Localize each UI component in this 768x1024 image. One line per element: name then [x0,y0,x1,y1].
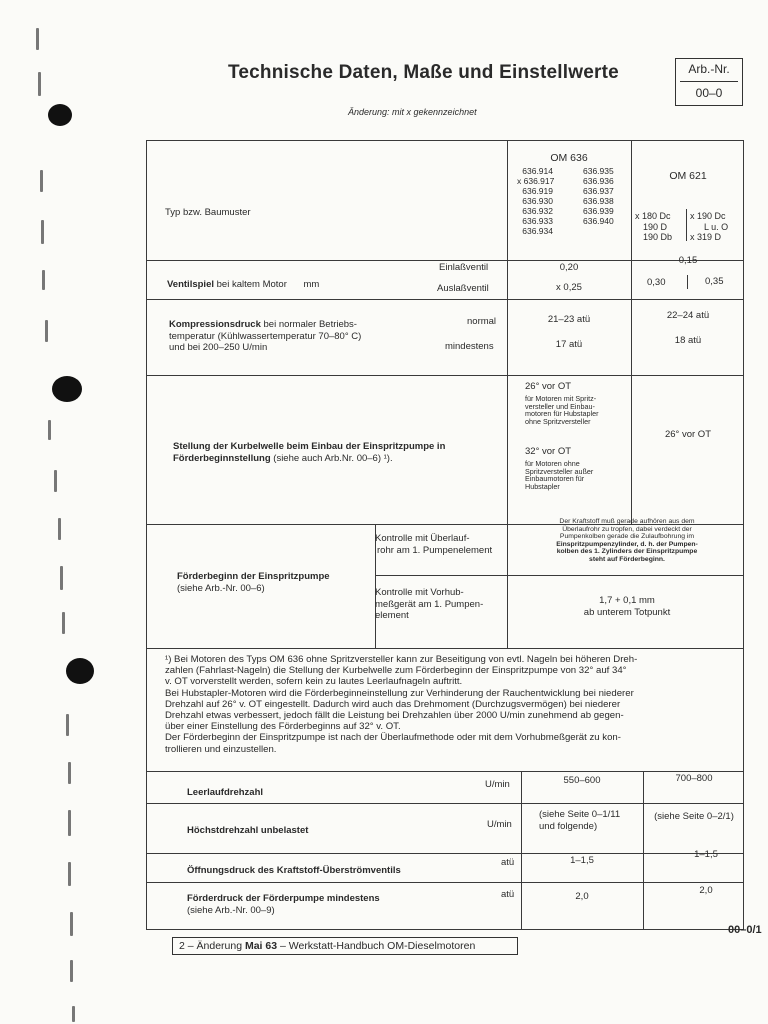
om636-variant: 636.938 [583,196,614,206]
binder-mark [42,270,45,290]
kurbelwelle-label [173,441,445,464]
ventilspiel-unit: mm [303,279,320,290]
binder-mark [45,320,48,342]
kompression-line3: und bei 200–250 U/min [169,342,268,353]
om636-26-vor-ot: 26° vor OT [525,381,572,392]
om621-variant: 190 D [643,221,668,232]
om621-kompression-min: 18 atü [674,335,702,346]
column-divider [631,141,632,524]
om636-foerderdruck: 2,0 [575,891,589,902]
om636-variant: 636.934 [522,226,553,236]
om621-title: OM 621 [669,170,707,182]
om636-26-note [525,395,599,425]
om636-title: OM 636 [550,152,588,164]
note-line: für Motoren ohne [525,459,580,468]
binder-mark [68,862,71,886]
om636-hoechst-line2: und folgende) [539,820,598,832]
footnote-line: Der Förderbeginn der Einspritzpumpe ist nach der Überlaufmethode oder mit dem Vorhubmeßgerät zu kon- [165,732,621,744]
kompression-line2: temperatur (Kühlwassertemperatur 70–80° C) [169,330,362,342]
einlass-label: Einlaßventil [439,262,489,273]
column-divider [643,771,644,929]
kompression-min-label: mindestens [445,341,494,352]
om621-variant: 190 Db [643,232,673,242]
om636-variant: 636.937 [583,186,614,196]
om621-variant: x 319 D [690,232,722,242]
leerlauf-label: Leerlaufdrehzahl [187,787,264,798]
ueberlauf-note [511,518,743,564]
kontrolle-line: Kontrolle mit Überlauf- [375,533,470,544]
hoechst-label: Höchstdrehzahl unbelastet [187,825,309,836]
kontrolle-ueberlauf [375,533,492,556]
footnote [165,654,637,755]
note-line: Überlaufrohr zu tropfen, dabei verdeckt der [562,525,692,533]
om621-auslass-b: 0,35 [705,276,724,287]
binder-mark [41,220,44,244]
binder-mark [48,420,51,440]
binder-mark [70,960,73,982]
footer-prefix: 2 – Änderung [179,940,245,952]
column-divider [521,771,522,929]
row-divider [147,375,743,376]
row-divider [147,771,743,772]
om621-foerderdruck: 2,0 [699,885,713,896]
punch-hole [52,376,82,402]
om636-variant: 636.932 [522,206,553,216]
footer-box [172,937,518,955]
kontrolle-vorhub [375,587,483,622]
column-divider [687,275,688,289]
om621-variant-divider [686,209,687,241]
om621-variants-left [635,211,672,243]
om621-oeffnung: 1–1,5 [694,849,718,860]
ventilspiel-label [167,279,319,291]
om636-kompression-normal: 21–23 atü [547,314,591,325]
column-divider [507,141,508,648]
note-line: für Motoren mit Spritz- [525,394,597,403]
om636-variant: x 636.917 [517,176,555,186]
ventilspiel-label-bold: Ventilspiel [167,279,214,290]
om621-26-vor-ot: 26° vor OT [664,429,712,440]
note-line: Einbaumotoren für [525,474,585,484]
arb-nr-label: Arb.-Nr. [688,62,730,76]
footer-date: Mai 63 [244,940,278,952]
om636-kompression-min: 17 atü [555,339,583,350]
note-line: steht auf Förderbeginn. [589,555,665,563]
foerderdruck-label [187,893,380,916]
row-divider [147,853,743,854]
note-line: Der Kraftstoff muß gerade aufhören aus dem [559,518,695,525]
om636-32-note [525,460,593,490]
binder-mark [36,28,39,50]
note-line: Einspritzpumpenzylinder, d. h. der Pumpen- [556,540,698,548]
om636-hoechst-line1: (siehe Seite 0–1/11 [539,809,621,820]
note-line: Spritzversteller außer [525,466,594,476]
note-line: motoren für Hubstapler [525,409,599,419]
kompression-normal-label: normal [467,316,497,327]
om636-32-vor-ot: 32° vor OT [525,446,572,457]
kontrolle-line: element [375,610,409,621]
om621-variant: L u. O [704,221,729,232]
foerderbeginn-label-bold: Förderbeginn der Einspritzpumpe [177,571,330,582]
foerderdruck-label-bold: Förderdruck der Förderpumpe mindestens [187,893,380,904]
auslass-label: Auslaßventil [437,283,489,294]
om636-variants-col1 [517,166,553,236]
om636-variant: 636.939 [583,206,614,216]
vorhub-value: 1,7 + 0,1 mm [599,595,655,606]
om636-variant: 636.930 [522,196,553,206]
om621-leerlauf: 700–800 [675,773,713,784]
om636-variant: 636.919 [522,186,553,196]
binder-mark [58,518,61,540]
vorhub-value2: ab unterem Totpunkt [583,607,671,618]
page-number: 00–0/1 [728,924,762,936]
kurbelwelle-line2-rest: (siehe auch Arb.Nr. 00–6) ¹). [270,452,393,464]
om621-variant: x 190 Dc [690,211,726,221]
om621-auslass-a: 0,30 [647,277,666,288]
footnote-line: Drehzahl auf 26° v. OT eingestellt. Dadurch wird auch das Drehmoment (Durchzugsvermögen) bei niederer [165,698,621,710]
om636-variant: 636.935 [583,166,614,176]
row-divider [147,299,743,300]
oeffnung-label: Öffnungsdruck des Kraftstoff-Überströmventils [187,865,401,876]
footnote-line: Bei Hubstapler-Motoren wird die Förderbeginneinstellung zur Verhinderung der Rauchentwicklung bei niederer [165,687,634,699]
binder-mark [72,1006,75,1022]
kompression-label-rest: bei normaler Betriebs- [260,319,357,330]
row-divider [147,648,743,649]
footnote-line: über einer Einstellung des Förderbeginns auf 32° v. OT. [165,721,401,733]
om636-auslass: x 0,25 [556,282,582,293]
om621-einlass: 0,15 [678,255,698,266]
footer-rest: – Werkstatt-Handbuch OM-Dieselmotoren [277,940,476,952]
om621-variants-right [690,211,728,243]
om621-hoechst: (siehe Seite 0–2/1) [654,811,734,822]
footnote-line: trollieren und einzustellen. [165,743,277,755]
note-line: ohne Spritzversteller [525,416,591,426]
kompression-label [169,319,361,354]
foerderbeginn-label [177,571,330,594]
footer-text [179,940,475,952]
kurbelwelle-line1: Stellung der Kurbelwelle beim Einbau der Einspritzpumpe in [173,441,446,452]
binder-mark [70,912,73,936]
binder-mark [54,470,57,492]
om636-variant: 636.936 [583,176,614,186]
page-title: Technische Daten, Maße und Einstellwerte [228,62,619,83]
om636-variant: 636.914 [522,166,553,176]
typ-label: Typ bzw. Baumuster [165,207,251,218]
kontrolle-line: Kontrolle mit Vorhub- [375,587,464,598]
kurbelwelle-line2-bold: Förderbeginnstellung [173,452,271,464]
om621-variant: x 180 Dc [635,211,671,221]
page-subtitle: Änderung: mit x gekennzeichnet [348,107,477,117]
om636-variant: 636.940 [583,216,614,226]
leerlauf-unit: U/min [485,779,510,790]
hoechst-unit: U/min [487,819,512,830]
binder-mark [62,612,65,634]
note-line: Pumpenkolben gerade die Zulaufbohrung im [559,533,695,541]
kontrolle-line: meßgerät am 1. Pumpen- [375,598,484,610]
row-divider [375,575,743,576]
note-line: versteller und Einbau- [525,401,595,411]
om636-hoechst [539,809,620,832]
footnote-line: v. OT vorverstellt werden, sofern kein zu lautes Leerlaufnageln auftritt. [165,676,463,688]
foerderdruck-unit: atü [501,889,515,900]
arb-nr-box [675,58,743,106]
om636-variant: 636.933 [522,216,553,226]
oeffnung-unit: atü [501,857,515,868]
foerderbeginn-label-sub: (siehe Arb.-Nr. 00–6) [177,582,265,594]
om636-leerlauf: 550–600 [563,775,601,786]
arb-nr-divider [680,81,738,82]
punch-hole [66,658,94,684]
row-divider [147,882,743,883]
kontrolle-line: rohr am 1. Pumpenelement [377,544,493,556]
om636-einlass: 0,20 [559,262,579,273]
binder-mark [38,72,41,96]
binder-mark [66,714,69,736]
binder-mark [68,762,71,784]
foerderdruck-sub: (siehe Arb.-Nr. 00–9) [187,904,275,916]
footnote-line: ¹) Bei Motoren des Typs OM 636 ohne Spritzversteller kann zur Beseitigung von evtl. Nageln bei höheren Dreh- [165,654,638,665]
note-line: kolben des 1. Zylinders der Einspritzpumpe [556,548,698,556]
binder-mark [40,170,43,192]
note-line: Hubstapler [525,481,560,491]
footnote-line: Drehzahl etwas verbessert, jedoch fällt die Leistung bei Drehzahlen über 2000 U/min zunehmend ab gegen- [165,710,624,722]
om636-variants-col2 [583,166,614,226]
spec-table [146,140,744,930]
binder-mark [60,566,63,590]
kompression-label-bold: Kompressionsdruck [169,319,261,330]
punch-hole [48,104,72,126]
om621-kompression-normal: 22–24 atü [666,310,710,321]
ventilspiel-label-rest: bei kaltem Motor [214,279,287,290]
om636-oeffnung: 1–1,5 [570,855,594,866]
row-divider [147,803,743,804]
binder-mark [68,810,71,836]
arb-nr-value: 00–0 [695,86,723,100]
footnote-line: zahlen (Fahrlast-Nageln) die Stellung der Kurbelwelle zum Förderbeginn der Einspritzpumpe von 32° auf 34° [165,665,627,677]
